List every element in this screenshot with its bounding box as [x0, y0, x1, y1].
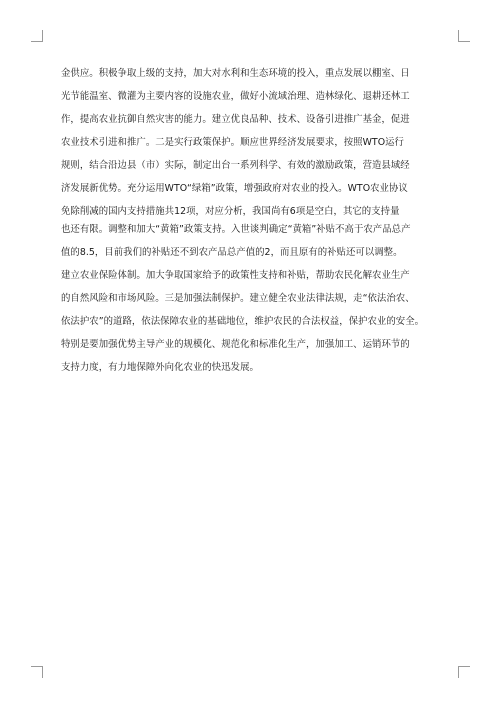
text-line: 济发展新优势。充分运用WTO“绿箱”政策，增强政府对农业的投入。WTO农业协议: [61, 183, 408, 194]
text-line: 支持力度，有力地保障外向化农业的快迅发展。: [61, 362, 259, 373]
crop-mark-top-left: [31, 30, 43, 42]
text-line: 建立农业保险体制。加大争取国家给予的政策性支持和补贴，帮助农民化解农业生产: [61, 270, 410, 281]
text-line: 特别是要加强优势主导产业的规模化、规范化和标准化生产，加强加工、运销环节的: [61, 339, 410, 350]
text-line: 也还有限。调整和加大“黄箱”政策支持。入世谈判确定“黄箱”补贴不高于农产品总产: [61, 224, 411, 235]
crop-mark-bottom-right: [458, 666, 470, 678]
body-text: [61, 68, 445, 385]
text-line: 的自然风险和市场风险。三是加强法制保护。建立健全农业法律法规，走“依法治农、: [61, 293, 415, 304]
text-line: 免除削减的国内支持措施共12项，对应分析，我国尚有6项是空白，其它的支持量: [61, 206, 400, 217]
crop-mark-top-right: [458, 30, 470, 42]
crop-mark-bottom-left: [31, 666, 43, 678]
text-line: 金供应。积极争取上级的支持，加大对水利和生态环境的投入，重点发展以棚室、日: [61, 68, 410, 79]
text-line: 农业技术引进和推广。二是实行政策保护。顺应世界经济发展要求，按照WTO运行: [61, 137, 404, 148]
text-line: 值的8.5，目前我们的补贴还不到农产品总产值的2，而且原有的补贴还可以调整。: [61, 247, 403, 258]
text-line: 光节能温室、微灌为主要内容的设施农业，做好小流域治理、造林绿化、退耕还林工: [61, 91, 410, 102]
text-line: 依法护农”的道路，依法保障农业的基础地位，维护农民的合法权益，保护农业的安全。: [61, 316, 425, 327]
text-line: 规则，结合沿边县（市）实际，制定出台一系列科学、有效的激励政策，营造县域经: [61, 160, 410, 171]
text-line: 作，提高农业抗御自然灾害的能力。建立优良品种、技术、设备引进推广基金，促进: [61, 114, 410, 125]
